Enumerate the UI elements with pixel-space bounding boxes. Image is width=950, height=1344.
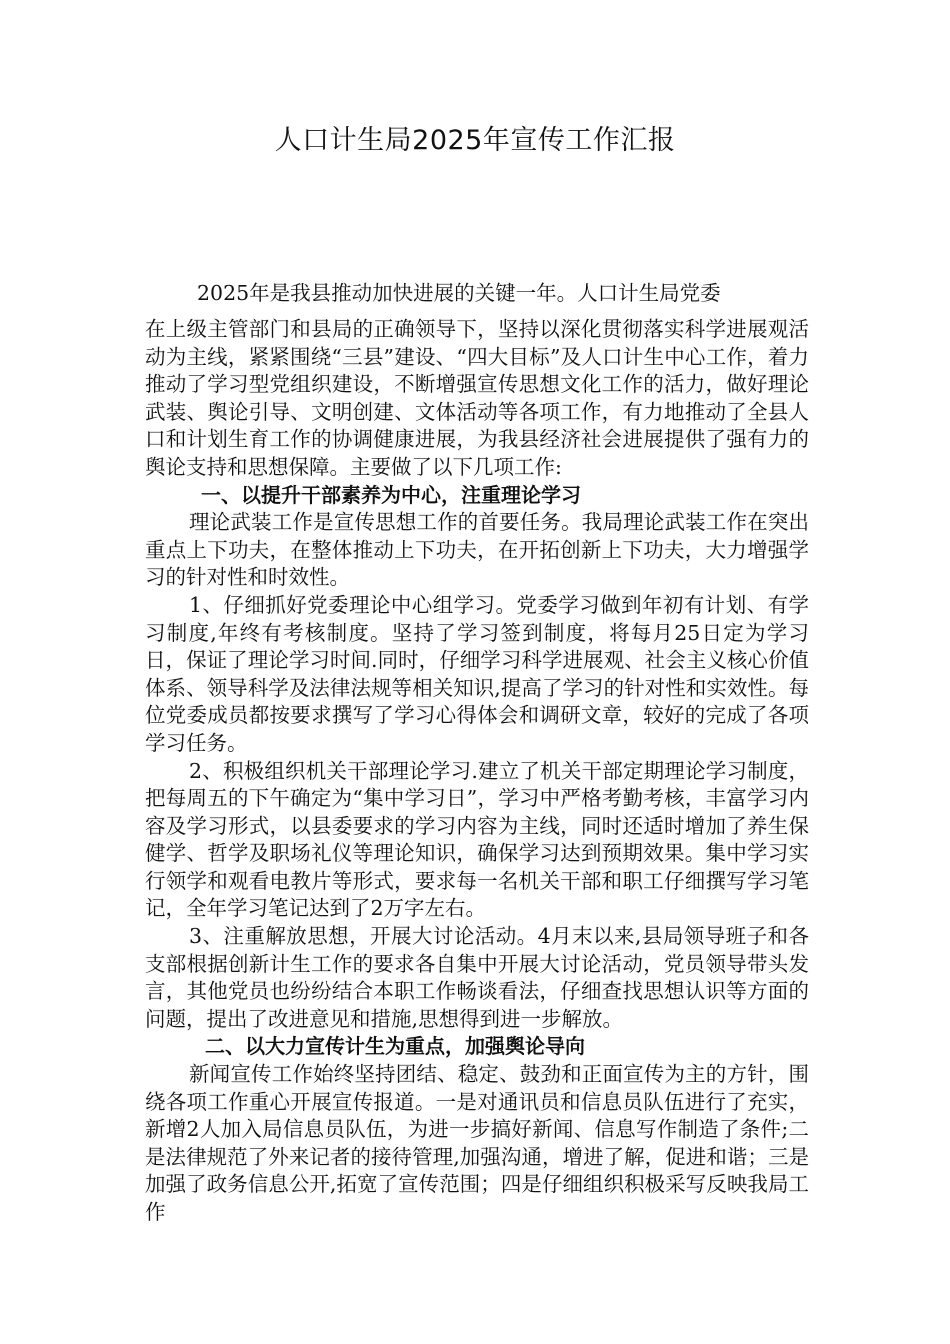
section-1-paragraph-3: 2、积极组织机关干部理论学习.建立了机关干部定期理论学习制度，把每周五的下午确定为“集中学习日”，学习中严格考勤考核，丰富学习内容及学习形式，以县委要求的学习内容为主线，同时还适时增加了养生保健学、哲学及职场礼仪等理论知识，确保学习达到预期效果。集中学习实行领学和观看电教片等形式，要求每一名机关干部和职工仔细撰写学习笔记，全年学习笔记达到了2万字左右。 xyxy=(145,758,809,921)
document-title: 人口计生局2025年宣传工作汇报 xyxy=(274,125,676,156)
section-1-paragraph-1: 理论武装工作是宣传思想工作的首要任务。我局理论武装工作在突出重点上下功夫，在整体推动上下功夫，在开拓创新上下功夫，大力增强学习的针对性和时效性。 xyxy=(145,510,809,590)
intro-paragraph: 在上级主管部门和县局的正确领导下，坚持以深化贯彻落实科学进展观活动为主线，紧紧围绕“三县”建设、“四大目标”及人口计生中心工作，着力推动了学习型党组织建设，不断增强宣传思想文化工作的活力，做好理论武装、舆论引导、文明创建、文体活动等各项工作，有力地推动了全县人口和计划生育工作的协调健康进展，为我县经济社会进展提供了强有力的舆论支持和思想保障。主要做了以下几项工作: xyxy=(145,317,809,479)
document-body xyxy=(145,316,809,1227)
section-1-paragraph-4: 3、注重解放思想，开展大讨论活动。4月末以来,县局领导班子和各支部根据创新计生工作的要求各自集中开展大讨论活动，党员领导带头发言，其他党员也纷纷结合本职工作畅谈看法，仔细查找思想认识等方面的问题，提出了改进意见和措施,思想得到进一步解放。 xyxy=(145,924,809,1031)
section-2-heading: 二、以大力宣传计生为重点，加强舆论导向 xyxy=(205,1034,585,1059)
section-1-heading: 一、以提升干部素养为中心，注重理论学习 xyxy=(201,482,581,507)
intro-first-line: 2025年是我县推动加快进展的关键一年。人口计生局党委 xyxy=(197,281,721,305)
section-1-paragraph-2: 1、仔细抓好党委理论中心组学习。党委学习做到年初有计划、有学习制度,年终有考核制度。坚持了学习签到制度，将每月25日定为学习日，保证了理论学习时间.同时，仔细学习科学进展观、社会主义核心价值体系、领导科学及法律法规等相关知识,提高了学习的针对性和实效性。每位党委成员都按要求撰写了学习心得体会和调研文章，较好的完成了各项学习任务。 xyxy=(145,592,809,755)
section-2-paragraph-1: 新闻宣传工作始终坚持团结、稳定、鼓劲和正面宣传为主的方针，围绕各项工作重心开展宣传报道。一是对通讯员和信息员队伍进行了充实，新增2人加入局信息员队伍，为进一步搞好新闻、信息写作制造了条件;二是法律规范了外来记者的接待管理,加强沟通，增进了解，促进和谐；三是加强了政务信息公开,拓宽了宣传范围；四是仔细组织积极采写反映我局工作 xyxy=(145,1062,809,1224)
